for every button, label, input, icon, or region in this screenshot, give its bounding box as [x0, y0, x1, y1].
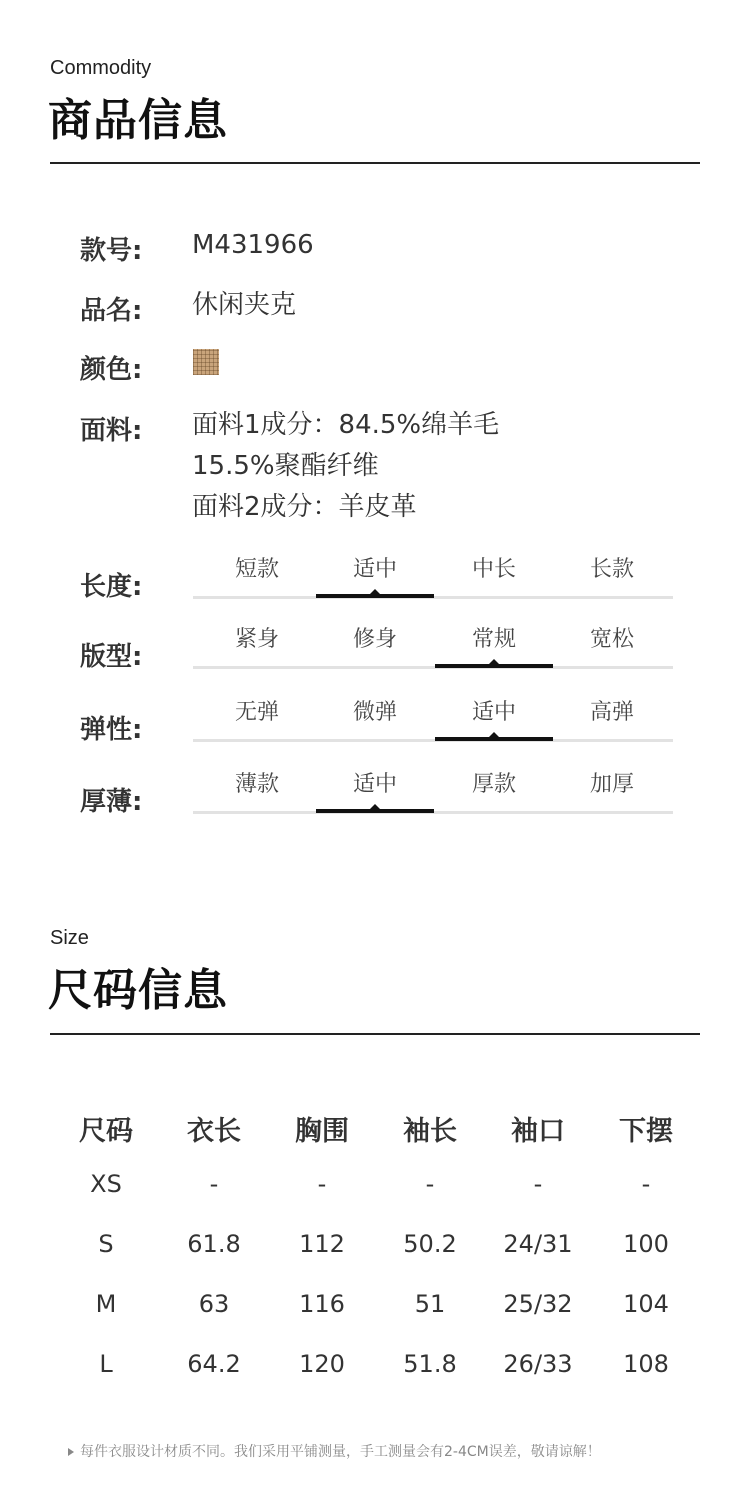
- scale-label: 长度:: [80, 572, 143, 602]
- table-row: [52, 1334, 700, 1394]
- table-cell: 100: [623, 1230, 669, 1258]
- scale-label: 弹性:: [80, 715, 143, 745]
- scale-row: [0, 552, 750, 612]
- commodity-heading: 商品信息: [48, 95, 228, 146]
- color-label: 颜色:: [80, 355, 143, 385]
- scale-option: 中长: [471, 557, 516, 582]
- table-cell: 25/32: [503, 1290, 573, 1318]
- product-name-value: 休闲夹克: [192, 290, 297, 320]
- measurement-note: [68, 1441, 601, 1461]
- scale-track: [193, 666, 673, 669]
- table-row: [52, 1154, 700, 1214]
- scale-row: [0, 767, 750, 827]
- scale-track: [193, 739, 673, 742]
- size-heading: 尺码信息: [48, 965, 228, 1016]
- style-number-label: 款号:: [80, 236, 143, 266]
- size-table-header: [52, 1102, 700, 1154]
- scale-option: 加厚: [589, 772, 634, 797]
- scale-option: 微弹: [352, 700, 397, 725]
- size-heading-en: Size: [50, 927, 89, 949]
- size-table: [52, 1102, 700, 1394]
- table-cell: -: [425, 1170, 435, 1198]
- table-cell: S: [98, 1230, 114, 1258]
- scale-option: 紧身: [234, 627, 279, 652]
- product-name-label: 品名:: [80, 296, 143, 326]
- table-cell: 64.2: [187, 1350, 241, 1378]
- table-cell: 108: [623, 1350, 669, 1378]
- scale-label: 厚薄:: [80, 787, 143, 817]
- table-cell: 26/33: [503, 1350, 573, 1378]
- table-cell: 63: [198, 1290, 230, 1318]
- scale-option: 无弹: [234, 700, 279, 725]
- commodity-heading-en: Commodity: [50, 57, 152, 79]
- table-cell: -: [533, 1170, 543, 1198]
- table-cell: XS: [90, 1170, 122, 1198]
- scale-option: 宽松: [589, 627, 634, 652]
- table-cell: -: [317, 1170, 327, 1198]
- measurement-note-text: 每件衣服设计材质不同。我们采用平铺测量，手工测量会有2-4CM误差，敬请谅解！: [80, 1444, 601, 1460]
- table-cell: 61.8: [187, 1230, 241, 1258]
- scale-selected-marker: [435, 664, 553, 668]
- table-cell: 51.8: [403, 1350, 457, 1378]
- table-row: [52, 1214, 700, 1274]
- scale-option: 厚款: [471, 772, 516, 797]
- scale-option: 短款: [234, 557, 279, 582]
- scale-option: 长款: [589, 557, 634, 582]
- commodity-divider: [50, 162, 700, 164]
- scale-option: 修身: [352, 627, 397, 652]
- scale-option: 适中: [352, 557, 397, 582]
- scale-selected-marker: [435, 737, 553, 741]
- scale-label: 版型:: [80, 642, 143, 672]
- table-cell: 116: [299, 1290, 345, 1318]
- scale-row: [0, 622, 750, 682]
- table-cell: M: [95, 1290, 117, 1318]
- header-chest: 胸围: [295, 1115, 349, 1147]
- table-cell: 24/31: [503, 1230, 573, 1258]
- scale-row: [0, 695, 750, 755]
- table-cell: -: [209, 1170, 219, 1198]
- table-cell: 104: [623, 1290, 669, 1318]
- header-size: 尺码: [79, 1115, 133, 1147]
- color-swatch: [193, 349, 219, 375]
- header-hem: 下摆: [619, 1115, 673, 1147]
- scale-selected-marker: [316, 809, 434, 813]
- table-cell: -: [641, 1170, 651, 1198]
- table-cell: 112: [299, 1230, 345, 1258]
- style-number-value: M431966: [192, 230, 314, 260]
- scale-selected-marker: [316, 594, 434, 598]
- scale-option: 薄款: [234, 772, 279, 797]
- header-cuff: 袖口: [511, 1115, 565, 1147]
- triangle-bullet-icon: [68, 1448, 74, 1456]
- table-cell: 51: [414, 1290, 446, 1318]
- size-divider: [50, 1033, 700, 1035]
- scale-option: 适中: [352, 772, 397, 797]
- header-sleeve: 袖长: [403, 1115, 457, 1147]
- fabric-value: 面料1成分：84.5%绵羊毛 15.5%聚酯纤维 面料2成分：羊皮革: [192, 410, 500, 522]
- table-cell: L: [99, 1350, 113, 1378]
- scale-option: 高弹: [589, 700, 634, 725]
- table-cell: 50.2: [403, 1230, 457, 1258]
- fabric-label: 面料:: [80, 416, 143, 446]
- scale-option: 适中: [471, 700, 516, 725]
- table-cell: 120: [299, 1350, 345, 1378]
- table-row: [52, 1274, 700, 1334]
- header-length: 衣长: [187, 1115, 241, 1147]
- scale-option: 常规: [471, 627, 516, 652]
